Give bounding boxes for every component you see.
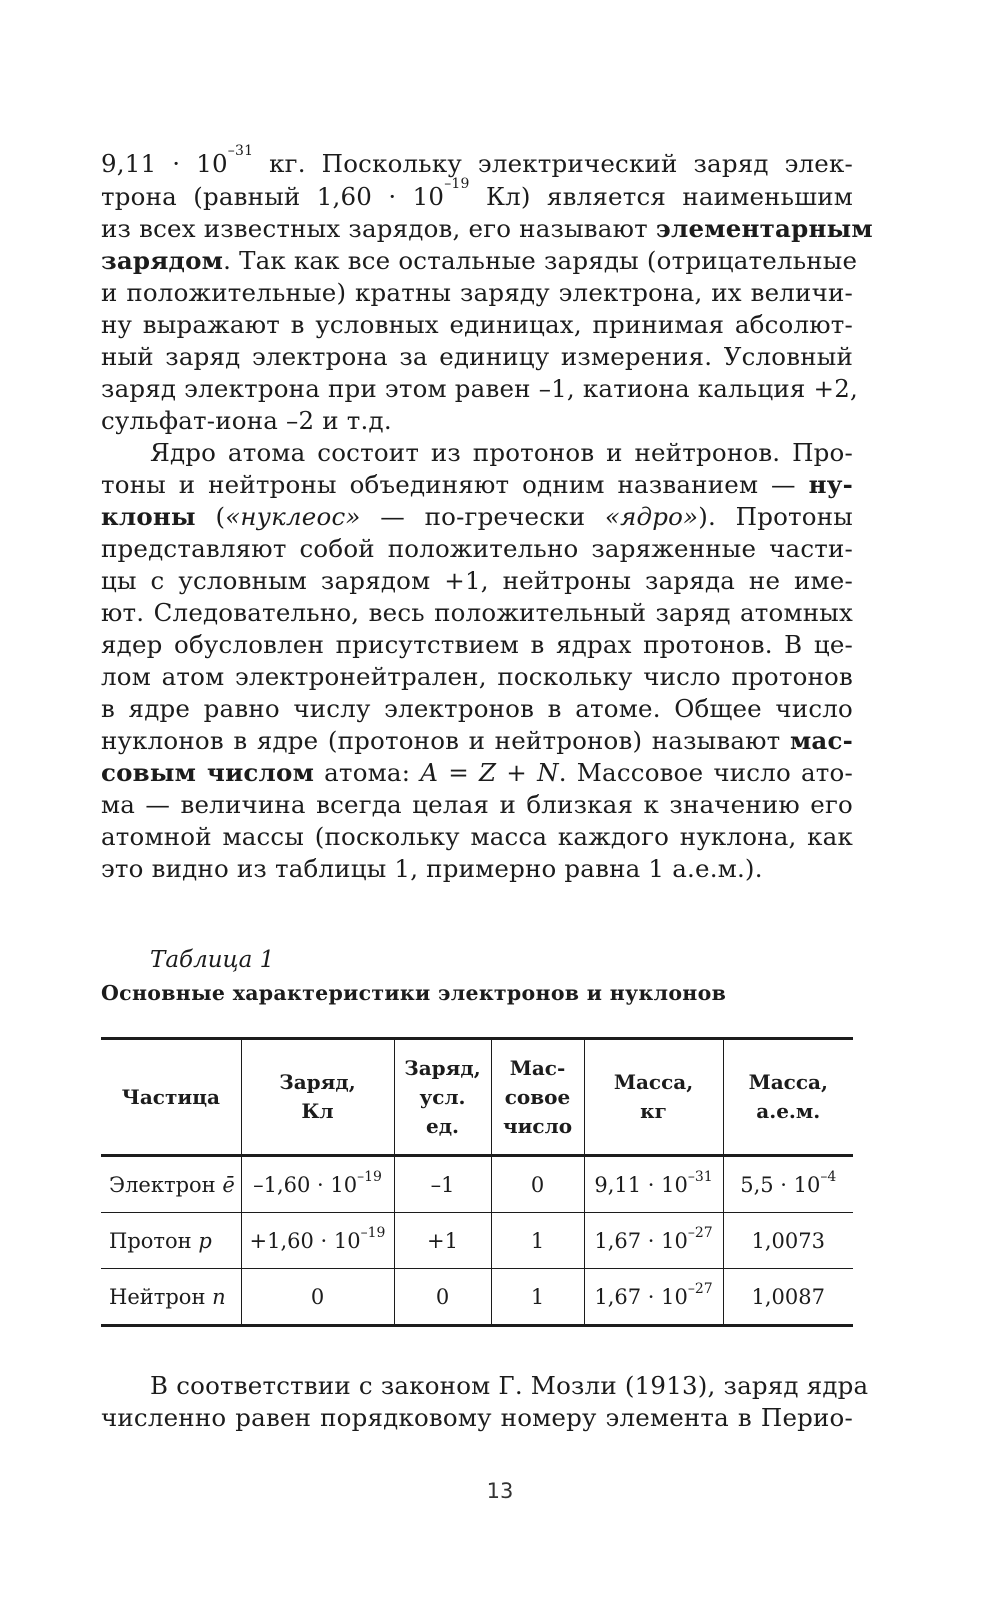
text-line: клоны («нуклеос» — по-гречески «ядро»). Протоны <box>101 502 853 531</box>
text-line: совым числом атома: A = Z + N. Массовое число ато- <box>101 758 853 787</box>
charge-cell: 0 <box>241 1269 394 1326</box>
term-elementary: элементарным <box>655 214 873 243</box>
table-header-row <box>101 1039 853 1156</box>
header-mass-kg: Масса, кг <box>584 1039 723 1156</box>
table-row <box>101 1269 853 1326</box>
text-line: ну выражают в условных единицах, принимая абсолют- <box>101 310 853 339</box>
text-line: сульфат-иона –2 и т.д. <box>101 406 392 435</box>
text-line: атомной массы (поскольку масса каждого нуклона, как <box>101 822 853 851</box>
text-line: численно равен порядковому номеру элемента в Перио- <box>101 1403 853 1432</box>
header-mass-amu: Масса, а.е.м. <box>723 1039 853 1156</box>
text-line: зарядом. Так как все остальные заряды (отрицательные <box>101 246 858 275</box>
header-charge-units: Заряд, усл. ед. <box>394 1039 491 1156</box>
text-line: ный заряд электрона за единицу измерения. Условный <box>101 342 853 371</box>
text-line: представляют собой положительно заряженные части- <box>101 534 853 563</box>
term-charge: зарядом <box>101 246 224 275</box>
mass-amu-cell: $5,5 \cdot 10^{-4}$ <box>723 1156 853 1213</box>
charge-units-cell: +1 <box>394 1213 491 1269</box>
particles-table <box>101 1037 853 1327</box>
text-line: Ядро атома состоит из протонов и нейтронов. Про- <box>150 438 853 467</box>
text-line: и положительные) кратны заряду электрона, их величи- <box>101 278 853 307</box>
charge-units-cell: –1 <box>394 1156 491 1213</box>
charge-units-cell: 0 <box>394 1269 491 1326</box>
text-line: В соответствии с законом Г. Мозли (1913), заряд ядра <box>150 1371 869 1400</box>
table-row <box>101 1213 853 1269</box>
particle-cell: Протон p <box>101 1213 241 1269</box>
particle-cell: Нейтрон n <box>101 1269 241 1326</box>
mass-kg-cell: $9,11 \cdot 10^{-31}$ <box>584 1156 723 1213</box>
text-line: это видно из таблицы 1, примерно равна 1 а.е.м.). <box>101 854 763 883</box>
mass-number-formula: A = Z + N <box>420 758 559 787</box>
header-mass-number: Мас- совое число <box>491 1039 584 1156</box>
mass-number-cell: 1 <box>491 1213 584 1269</box>
text-line: заряд электрона при этом равен –1, катиона кальция +2, <box>101 374 859 403</box>
mass-amu-cell: 1,0087 <box>723 1269 853 1326</box>
text-line: трона (равный $1,60 \cdot 10^{-19}$ Кл) является наименьшим <box>101 176 853 211</box>
table-title: Основные характеристики электронов и нуклонов <box>101 981 727 1005</box>
mass-kg-cell: $1,67 \cdot 10^{-27}$ <box>584 1269 723 1326</box>
text-line: ют. Следовательно, весь положительный заряд атомных <box>101 598 853 627</box>
text-line: нуклонов в ядре (протонов и нейтронов) называют мас- <box>101 726 853 755</box>
text-line: цы с условным зарядом +1, нейтроны заряда не име- <box>101 566 853 595</box>
charge-cell: $+1,60 \cdot 10^{-19}$ <box>241 1213 394 1269</box>
text-line: из всех известных зарядов, его называют элементарным <box>101 214 873 243</box>
mass-number-cell: 0 <box>491 1156 584 1213</box>
header-charge-c: Заряд, Кл <box>241 1039 394 1156</box>
text-line: ядер обусловлен присутствием в ядрах протонов. В це- <box>101 630 853 659</box>
table-caption: Таблица 1 <box>150 947 275 973</box>
particle-cell: Электрон ē <box>101 1156 241 1213</box>
mass-kg-cell: $1,67 \cdot 10^{-27}$ <box>584 1213 723 1269</box>
page-number: 13 <box>486 1479 514 1503</box>
header-particle: Частица <box>101 1039 241 1156</box>
mass-number-cell: 1 <box>491 1269 584 1326</box>
charge-cell: $-1,60 \cdot 10^{-19}$ <box>241 1156 394 1213</box>
text-line: в ядре равно числу электронов в атоме. Общее число <box>101 694 853 723</box>
text-line: лом атом электронейтрален, поскольку число протонов <box>101 662 853 691</box>
mass-amu-cell: 1,0073 <box>723 1213 853 1269</box>
table-row <box>101 1156 853 1213</box>
text-line: $9,11 \cdot 10^{-31}$ кг. Поскольку электрический заряд элек- <box>101 143 853 178</box>
text-line: тоны и нейтроны объединяют одним названием — ну- <box>101 470 853 499</box>
text-line: ма — величина всегда целая и близкая к значению его <box>101 790 853 819</box>
